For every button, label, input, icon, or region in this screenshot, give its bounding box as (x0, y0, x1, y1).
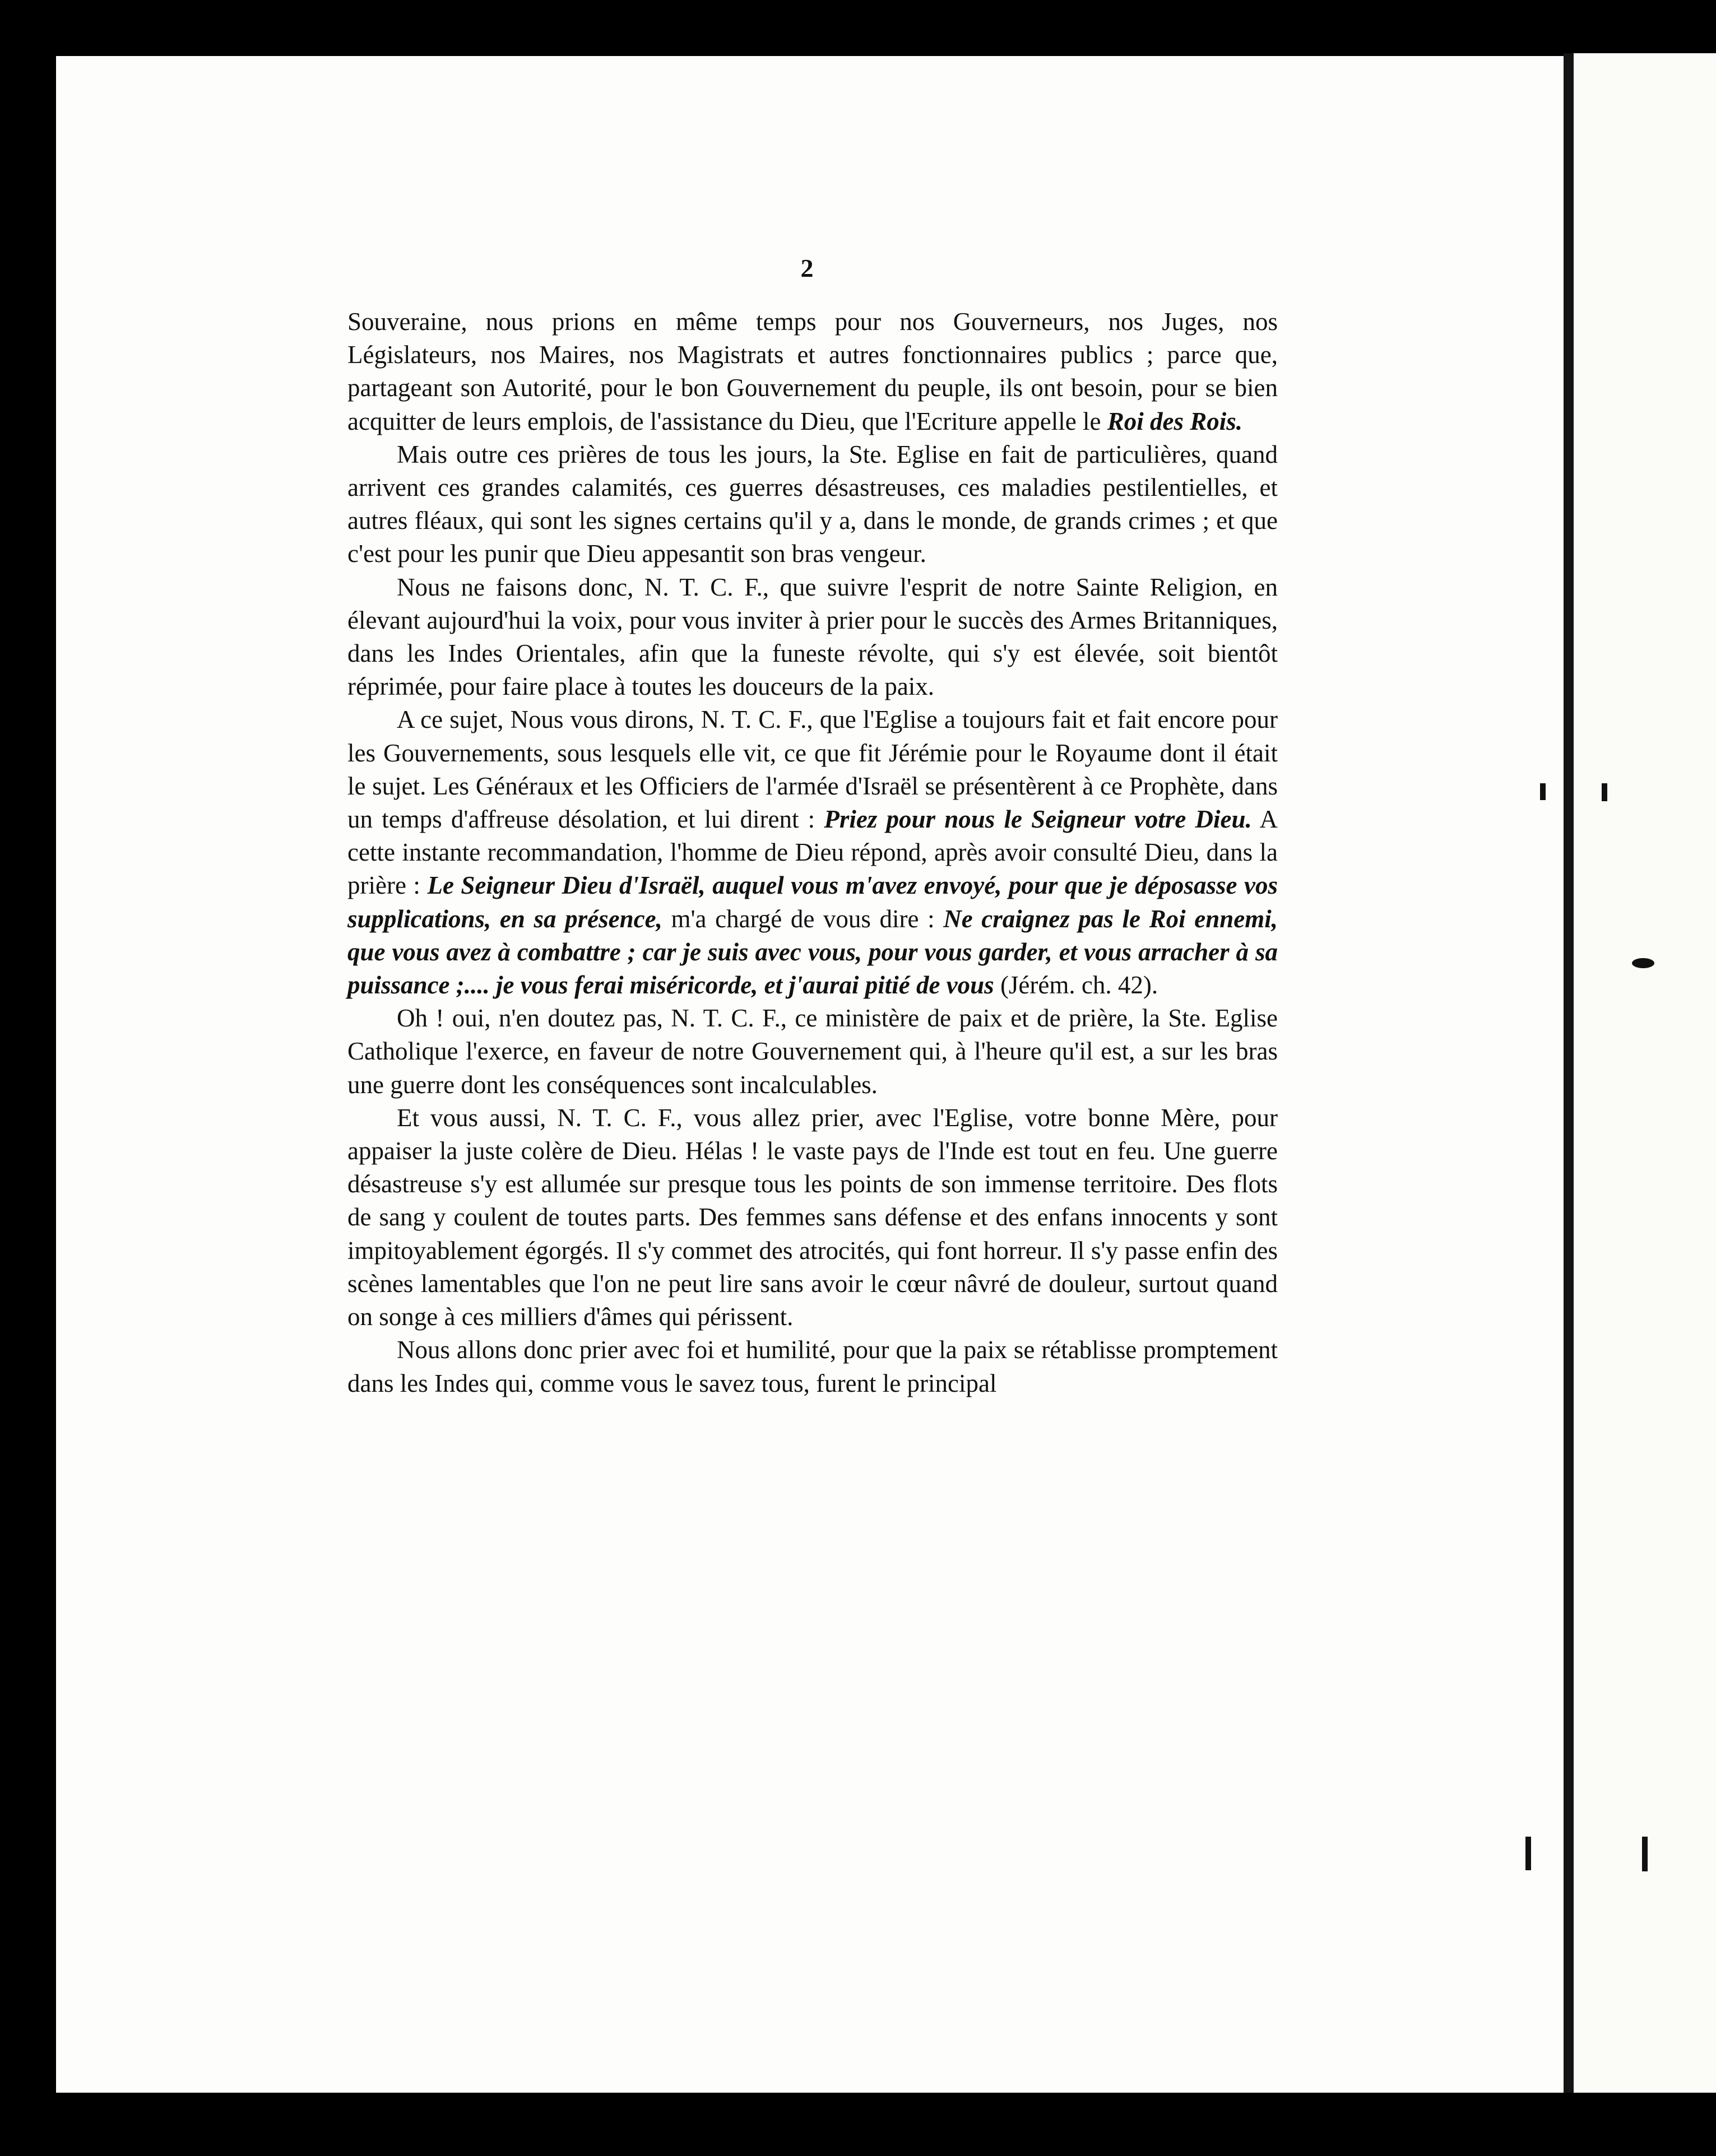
paragraph-7 (347, 1333, 1278, 1400)
text-run: Mais outre ces prières de tous les jours, la Ste. Eglise en fait de particulières, quand arrivent ces grandes calamités, ces guerres désastreuses, ces maladies pestilentielles, et autres fléaux, qui sont les signes certains qu'il y a, dans le monde, de grands crimes ; et que c'est pour les punir que Dieu appesantit son bras vengeur. (347, 440, 1278, 568)
text-run: A ce sujet, Nous vous dirons, N. T. C. F., que l'Eglise a toujours fait et fait encore pour les Gouvernements, sous lesquels elle vit, ce que fit Jérémie pour le Royaume dont il était le sujet. Les Généraux et les Officiers de l'armée d'Israël se présentèrent à ce Prophète, dans un temps d'affreuse désolation, et lui dirent : (347, 705, 1278, 834)
body-text (347, 305, 1278, 1400)
paragraph-3 (347, 571, 1278, 704)
paragraph-6 (347, 1102, 1278, 1333)
italic-quote: Priez pour nous le Seigneur votre Dieu. (824, 805, 1252, 834)
text-run: (Jérém. ch. 42). (994, 971, 1158, 1000)
italic-quote: Ne craignez pas le Roi ennemi, que vous avez à combattre ; car je suis avec vous, pour vous garder, et vous arracher à sa puissance ;.... je vous ferai miséricorde, et j'aurai pitié de vous (347, 904, 1278, 1000)
page-number: 2 (800, 254, 814, 282)
text-run: Souveraine, nous prions en même temps pour nos Gouverneurs, nos Juges, nos Législateurs, nos Maires, nos Magistrats et autres fonctionnaires publics ; parce que, partageant son Autorité, pour le bon Gouvernement du peuple, ils ont besoin, pour se bien acquitter de leurs emplois, de l'assistance du Dieu, que l'Ecriture appelle le (347, 308, 1278, 435)
italic-quote: Roi des Rois. (1107, 407, 1243, 435)
italic-quote: Le Seigneur Dieu d'Israël, auquel vous m'avez envoyé, pour que je déposasse vos supplications, en sa présence, (347, 871, 1278, 933)
adjacent-page-edge (1574, 53, 1716, 2093)
text-run: A cette instante recommandation, l'homme de Dieu répond, après avoir consulté Dieu, dans la prière : (347, 805, 1278, 900)
paragraph-5 (347, 1002, 1278, 1102)
text-run: m'a chargé de vous dire : (662, 904, 944, 933)
text-run: Et vous aussi, N. T. C. F., vous allez prier, avec l'Eglise, votre bonne Mère, pour appaiser la juste colère de Dieu. Hélas ! le vaste pays de l'Inde est tout en feu. Une guerre désastreuse s'y est allumée sur presque tous les points de son immense territoire. Des flots de sang y coulent de toutes parts. Des femmes sans défense et des enfans innocents y sont impitoyablement égorgés. Il s'y commet des atrocités, qui font horreur. Il s'y passe enfin des scènes lamentables que l'on ne peut lire sans avoir le cœur nâvré de douleur, surtout quand on songe à ces milliers d'âmes qui périssent. (347, 1103, 1278, 1331)
scan-speck (1540, 783, 1546, 800)
text-run: Oh ! oui, n'en doutez pas, N. T. C. F., ce ministère de paix et de prière, la Ste. Eglise Catholique l'exerce, en faveur de notre Gouvernement qui, à l'heure qu'il est, a sur les bras une guerre dont les conséquences sont incalculables. (347, 1004, 1278, 1099)
paragraph-1 (347, 305, 1278, 438)
scan-speck (1525, 1837, 1531, 1870)
scan-speck (1602, 783, 1607, 801)
paragraph-4 (347, 703, 1278, 1002)
text-run: Nous ne faisons donc, N. T. C. F., que suivre l'esprit de notre Sainte Religion, en élevant aujourd'hui la voix, pour vous inviter à prier pour le succès des Armes Britanniques, dans les Indes Orientales, afin que la funeste révolte, qui s'y est élevée, soit bientôt réprimée, pour faire place à toutes les douceurs de la paix. (347, 573, 1278, 701)
text-run: Nous allons donc prier avec foi et humilité, pour que la paix se rétablisse promptement dans les Indes qui, comme vous le savez tous, furent le principal (347, 1336, 1278, 1397)
scan-speck (1632, 958, 1654, 968)
binding-gutter (1564, 53, 1574, 2093)
scan-speck (1642, 1837, 1648, 1871)
paragraph-2 (347, 438, 1278, 571)
